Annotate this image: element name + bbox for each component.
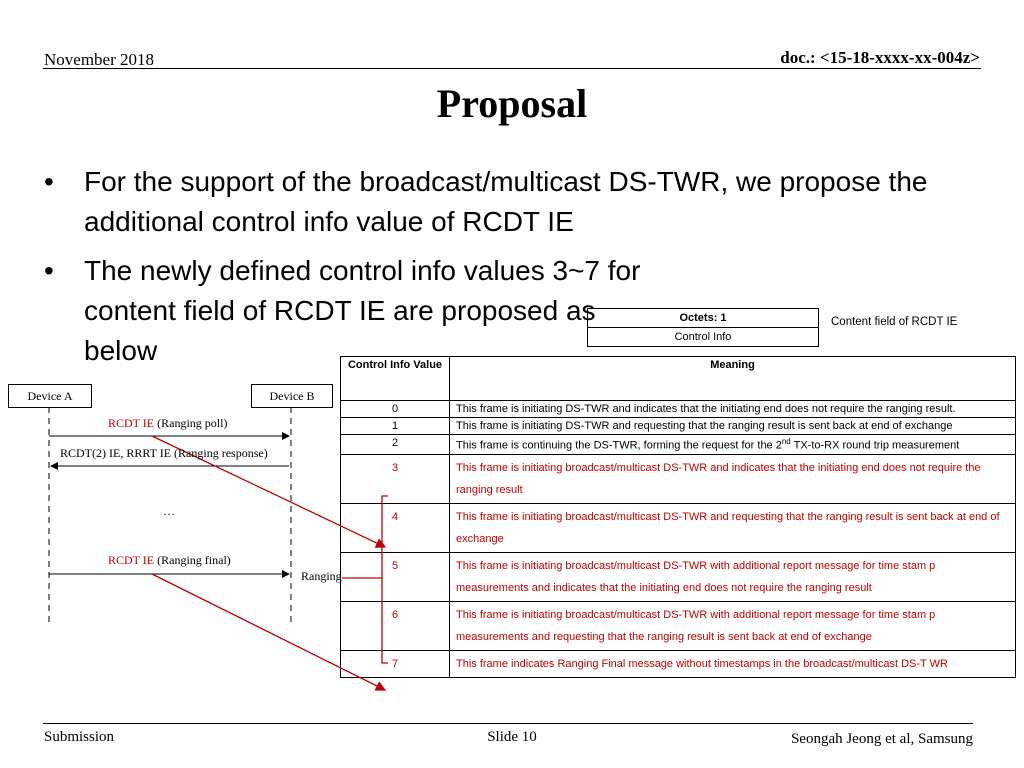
meaning-sup: nd — [781, 437, 791, 446]
final-rest-text: (Ranging final) — [154, 553, 231, 567]
ranging-poll-label — [108, 416, 227, 431]
row-value: 6 — [341, 601, 450, 650]
bullet-dot-icon: • — [44, 166, 54, 197]
footer-slide-number: Slide 10 — [487, 729, 537, 745]
ranging-response-label: RCDT(2) IE, RRRT IE (Ranging response) — [60, 446, 268, 460]
row-value: 3 — [341, 454, 450, 503]
bullet-1-text: For the support of the broadcast/multicast DS-TWR, we propose the additional control info value of RCDT IE — [84, 166, 928, 237]
red-arrow-final — [152, 574, 385, 690]
footer-submission: Submission — [44, 729, 115, 745]
header-meaning: Meaning — [450, 357, 1016, 401]
control-info-cell: Control Info — [588, 328, 819, 347]
row-value: 5 — [341, 552, 450, 601]
meaning-text: This frame is continuing the DS-TWR, forming the request for the 2 — [456, 439, 782, 452]
ranging-final-label — [108, 553, 231, 568]
row-meaning: This frame indicates Ranging Final message without timestamps in the broadcast/multicast DS-T WR — [450, 650, 1016, 677]
row-meaning: This frame is initiating DS-TWR and requesting that the ranging result is sent back at end of exchange — [450, 418, 1016, 435]
row-meaning: This frame is initiating DS-TWR and indicates that the initiating end does not require the ranging result. — [450, 401, 1016, 418]
footer-author: Seongah Jeong et al, Samsung — [790, 731, 973, 747]
row-meaning: This frame is initiating broadcast/multicast DS-TWR and indicates that the initiating end does not require the ranging result — [450, 454, 1016, 503]
row-value: 4 — [341, 503, 450, 552]
row-meaning: This frame is initiating broadcast/multicast DS-TWR with additional report message for time stam p measurements and indicates that the initiating end does not require the ranging result — [450, 552, 1016, 601]
meaning-text: TX-to-RX round trip measurement — [790, 439, 960, 452]
red-bracket — [382, 496, 388, 663]
header-date: November 2018 — [44, 50, 155, 69]
row-value: 0 — [341, 401, 450, 418]
device-a-box: Device A — [8, 384, 92, 408]
header-value: Control Info Value — [341, 357, 450, 401]
header-doc-id: doc.: <15-18-xxxx-xx-004z> — [780, 48, 980, 67]
poll-rest-text: (Ranging poll) — [154, 416, 228, 430]
bullet-dot-icon: • — [44, 255, 54, 286]
row-meaning: This frame is initiating broadcast/multicast DS-TWR and requesting that the ranging result is sent back at end of exchange — [450, 503, 1016, 552]
bullet-2-text: The newly defined control info values 3~7 for content field of RCDT IE are proposed as below — [84, 255, 641, 366]
footer-divider — [43, 723, 973, 724]
poll-ie-text: RCDT IE — [108, 416, 155, 430]
content-field-caption: Content field of RCDT IE — [831, 316, 958, 328]
octets-cell: Octets: 1 — [588, 309, 819, 328]
row-meaning: This frame is initiating broadcast/multicast DS-TWR with additional report message for time stam p measurements and requesting that the ranging result is sent back at end of exchange — [450, 601, 1016, 650]
device-b-box: Device B — [251, 384, 333, 408]
ranging-label: Ranging — [301, 569, 342, 583]
row-value: 7 — [341, 650, 450, 677]
row-value: 2 — [341, 435, 450, 455]
final-ie-text: RCDT IE — [108, 553, 155, 567]
slide-title: Proposal — [436, 81, 588, 126]
ellipsis-label: … — [163, 504, 175, 518]
row-value: 1 — [341, 418, 450, 435]
